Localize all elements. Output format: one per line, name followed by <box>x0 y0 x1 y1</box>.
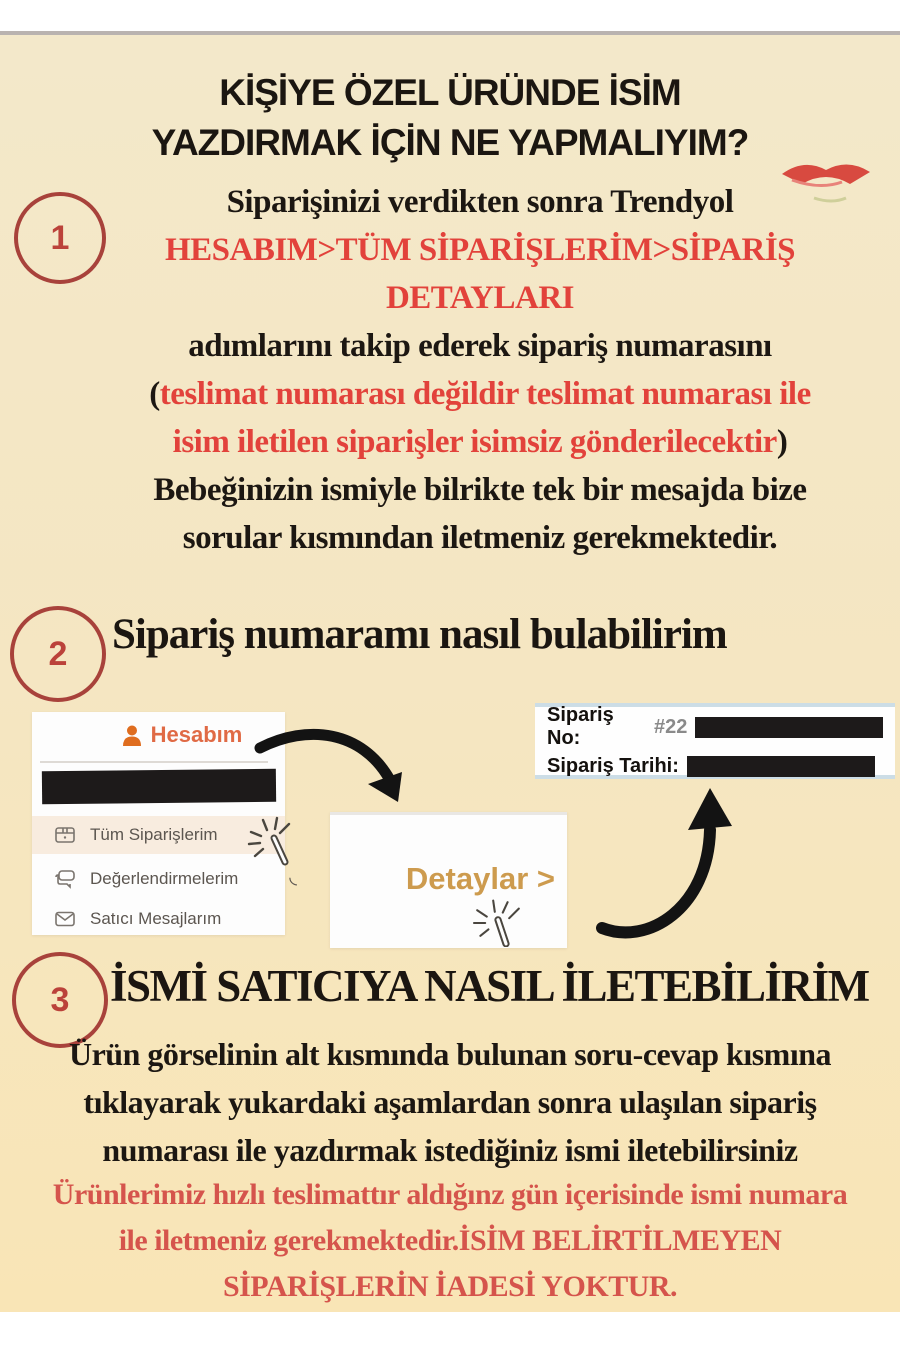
step2-number: 2 <box>48 634 68 673</box>
menu-item-label: Tüm Siparişlerim <box>90 825 218 844</box>
menu-item-label: Değerlendirmelerim <box>90 869 239 888</box>
menu-item-seller-messages[interactable] <box>32 900 285 938</box>
step1-line5-red: teslimat numarası değildir teslimat numarası ile <box>159 376 811 412</box>
step1-line3: DETAYLARI <box>385 280 575 316</box>
orders-box-icon <box>54 825 76 845</box>
order-no-row <box>547 704 883 750</box>
page-title <box>0 68 900 168</box>
redacted-username <box>42 769 276 804</box>
step1-line5 <box>68 370 892 418</box>
redacted-order-number <box>695 717 883 738</box>
step3-line1: Ürün görselinin alt kısmında bulunan soru-cevap kısmına <box>68 1036 832 1072</box>
details-button[interactable] <box>406 861 555 897</box>
paren-close: ) <box>776 424 788 460</box>
menu-item-label: Satıcı Mesajlarım <box>90 909 222 928</box>
reviews-bubbles-icon <box>54 869 76 889</box>
details-card <box>330 812 567 948</box>
step1-number: 1 <box>50 218 70 257</box>
account-header[interactable] <box>32 722 285 748</box>
step1-line1: Siparişinizi verdikten sonra Trendyol <box>226 184 734 220</box>
messages-envelope-icon <box>54 910 76 928</box>
step1-line8: sorular kısmından iletmeniz gerekmektedir. <box>182 520 778 556</box>
step2-heading: Sipariş numaramı nasıl bulabilirim <box>112 611 727 658</box>
step1-line6 <box>68 418 892 466</box>
account-menu-panel <box>32 712 297 935</box>
step3-line3: numarası ile yazdırmak istediğiniz ismi iletebilirsiniz <box>102 1132 798 1168</box>
warning-line1: Ürünlerimiz hızlı teslimattır aldığınz gün içerisinde ismi numara <box>52 1178 848 1211</box>
order-info-card <box>535 703 895 779</box>
step1-line6-red: isim iletilen siparişler isimsiz gönderilecektir <box>172 424 777 460</box>
user-icon <box>121 724 143 747</box>
step1-line4: adımlarını takip ederek sipariş numarasını <box>188 328 772 364</box>
page-title-line2: YAZDIRMAK İÇİN NE YAPMALIYIM? <box>151 122 749 163</box>
arrow-to-order-info <box>588 778 758 948</box>
hand-click-icon <box>462 899 534 947</box>
step2-number-badge <box>10 606 106 702</box>
divider <box>40 761 268 763</box>
order-no-value: #22 <box>654 715 688 738</box>
arrow-to-details <box>252 722 422 822</box>
details-label: Detaylar <box>405 861 529 896</box>
order-no-label: Sipariş No: <box>547 704 614 749</box>
paren-open: ( <box>149 376 160 412</box>
warning-line2: ile iletmeniz gerekmektedir.İSİM BELİRTİLMEYEN <box>118 1224 782 1257</box>
click-sparkle-icon <box>247 816 295 868</box>
cursor-arc-decoration: ◟ <box>289 866 297 888</box>
step3-paragraph <box>0 1030 900 1174</box>
redacted-order-date <box>687 756 875 777</box>
order-date-label: Sipariş Tarihi: <box>547 755 679 777</box>
account-title: Hesabım <box>150 722 243 747</box>
order-date-row <box>547 755 883 778</box>
step3-number: 3 <box>50 980 70 1019</box>
step1-paragraph <box>68 178 892 562</box>
step1-line7: Bebeğinizin ismiyle bilrikte tek bir mesajda bize <box>153 472 807 508</box>
step1-line2: HESABIM>TÜM SİPARİŞLERİM>SİPARİŞ <box>164 232 796 268</box>
warning-line3: SİPARİŞLERİN İADESİ YOKTUR. <box>222 1270 678 1303</box>
step3-line2: tıklayarak yukardaki aşamlardan sonra ulaşılan sipariş <box>83 1084 817 1120</box>
warning-paragraph <box>4 1172 896 1310</box>
chevron-right-icon: > <box>536 861 555 896</box>
step3-heading: İSMİ SATICIYA NASIL İLETEBİLİRİM <box>110 961 869 1011</box>
page-title-line1: KİŞİYE ÖZEL ÜRÜNDE İSİM <box>219 72 681 113</box>
